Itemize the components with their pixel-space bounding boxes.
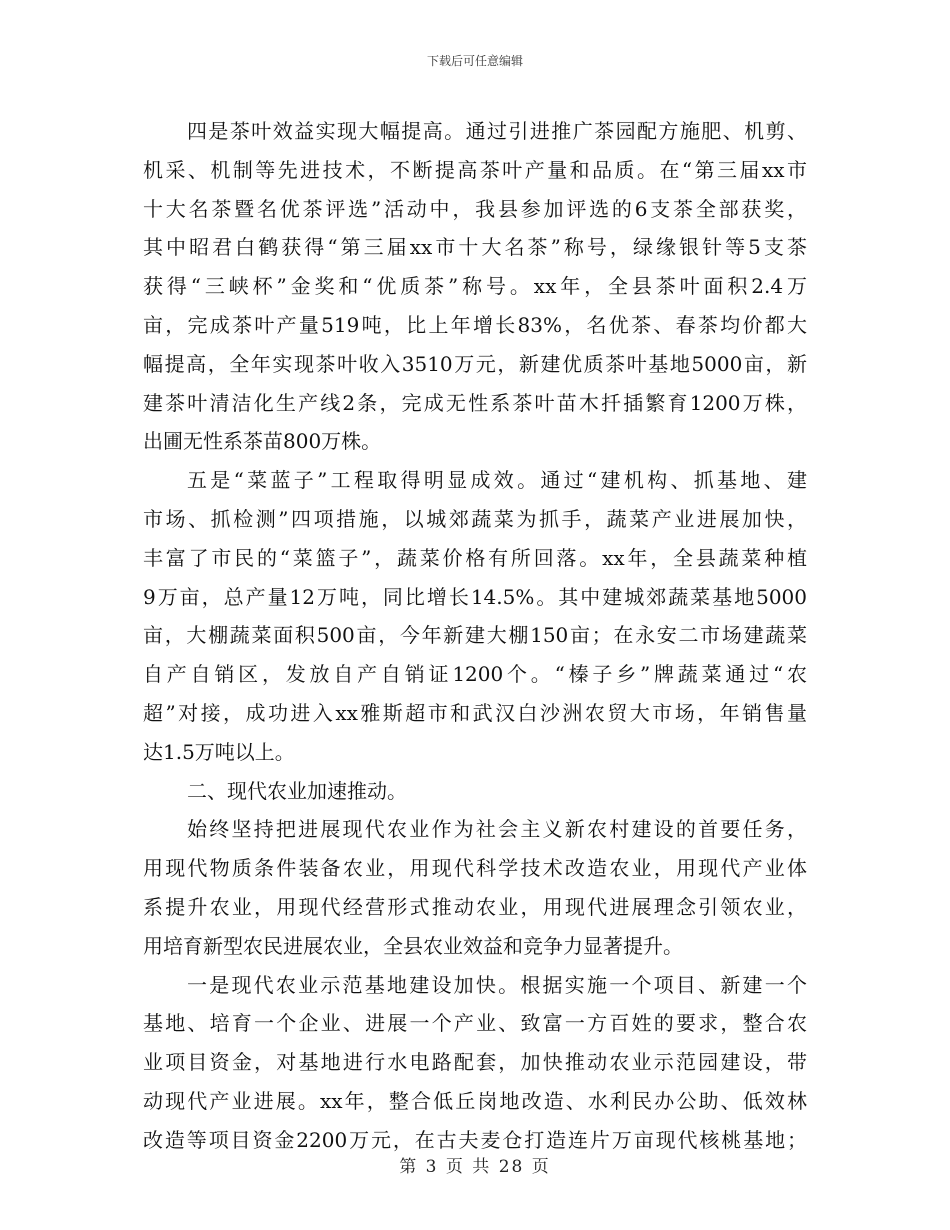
paragraph-line: 机采、机制等先进技术，不断提高茶叶产量和品质。在“第三届xx市 (143, 157, 807, 182)
paragraph-line: 其中昭君白鹤获得“第三届xx市十大名茶”称号，绿缘银针等5支茶 (143, 235, 807, 260)
paragraph-line: 基地、培育一个企业、进展一个产业、致富一方百姓的要求，整合农 (143, 1011, 807, 1036)
paragraph-line: 自产自销区，发放自产自销证1200个。“榛子乡”牌蔬菜通过“农 (143, 662, 807, 687)
paragraph-line: 市场、抓检测”四项措施，以城郊蔬菜为抓手，蔬菜产业进展加快， (143, 506, 807, 531)
paragraph-line: 改造等项目资金2200万元，在古夫麦仓打造连片万亩现代核桃基地； (143, 1127, 807, 1152)
paragraph-line: 动现代产业进展。xx年，整合低丘岗地改造、水利民办公助、低效林 (143, 1088, 807, 1113)
paragraph-line: 9万亩，总产量12万吨，同比增长14.5%。其中建城郊蔬菜基地5000 (143, 584, 807, 609)
section-heading: 二、现代农业加速推动。 (187, 778, 407, 803)
paragraph-line: 亩，完成茶叶产量519吨，比上年增长83%，名优茶、春茶均价都大 (143, 312, 807, 337)
paragraph-line: 用培育新型农民进展农业，全县农业效益和竞争力显著提升。 (143, 933, 683, 958)
paragraph-line: 四是茶叶效益实现大幅提高。通过引进推广茶园配方施肥、机剪、 (187, 119, 807, 143)
paragraph-line: 丰富了市民的“菜篮子”，蔬菜价格有所回落。xx年，全县蔬菜种植 (143, 545, 807, 570)
paragraph-line: 建茶叶清洁化生产线2条，完成无性系茶叶苗木扦插繁育1200万株， (143, 390, 807, 415)
page-number: 第 3 页 共 28 页 (399, 1157, 551, 1177)
paragraph-line: 达1.5万吨以上。 (143, 739, 295, 764)
paragraph-line: 获得“三峡杯”金奖和“优质茶”称号。xx年，全县茶叶面积2.4万 (143, 274, 807, 299)
paragraph-line: 十大名茶暨名优茶评选”活动中，我县参加评选的6支茶全部获奖， (143, 196, 807, 221)
paragraph-line: 出圃无性系茶苗800万株。 (143, 429, 382, 454)
paragraph-line: 超”对接，成功进入xx雅斯超市和武汉白沙洲农贸大市场，年销售量 (143, 700, 807, 725)
paragraph-line: 亩，大棚蔬菜面积500亩，今年新建大棚150亩；在永安二市场建蔬菜 (143, 623, 807, 648)
document-body (143, 112, 807, 1160)
page-header: 下载后可任意编辑 (426, 54, 523, 68)
paragraph-line: 用现代物质条件装备农业，用现代科学技术改造农业，用现代产业体 (143, 856, 807, 881)
paragraph-line: 系提升农业，用现代经营形式推动农业，用现代进展理念引领农业， (143, 894, 807, 919)
paragraph-line: 幅提高，全年实现茶叶收入3510万元，新建优质茶叶基地5000亩，新 (143, 351, 807, 376)
paragraph-line: 一是现代农业示范基地建设加快。根据实施一个项目、新建一个 (187, 972, 807, 997)
paragraph-line: 业项目资金，对基地进行水电路配套，加快推动农业示范园建设，带 (143, 1050, 807, 1075)
paragraph-line: 五是“菜蓝子”工程取得明显成效。通过“建机构、抓基地、建 (187, 468, 807, 493)
paragraph-line: 始终坚持把进展现代农业作为社会主义新农村建设的首要任务， (187, 817, 807, 842)
